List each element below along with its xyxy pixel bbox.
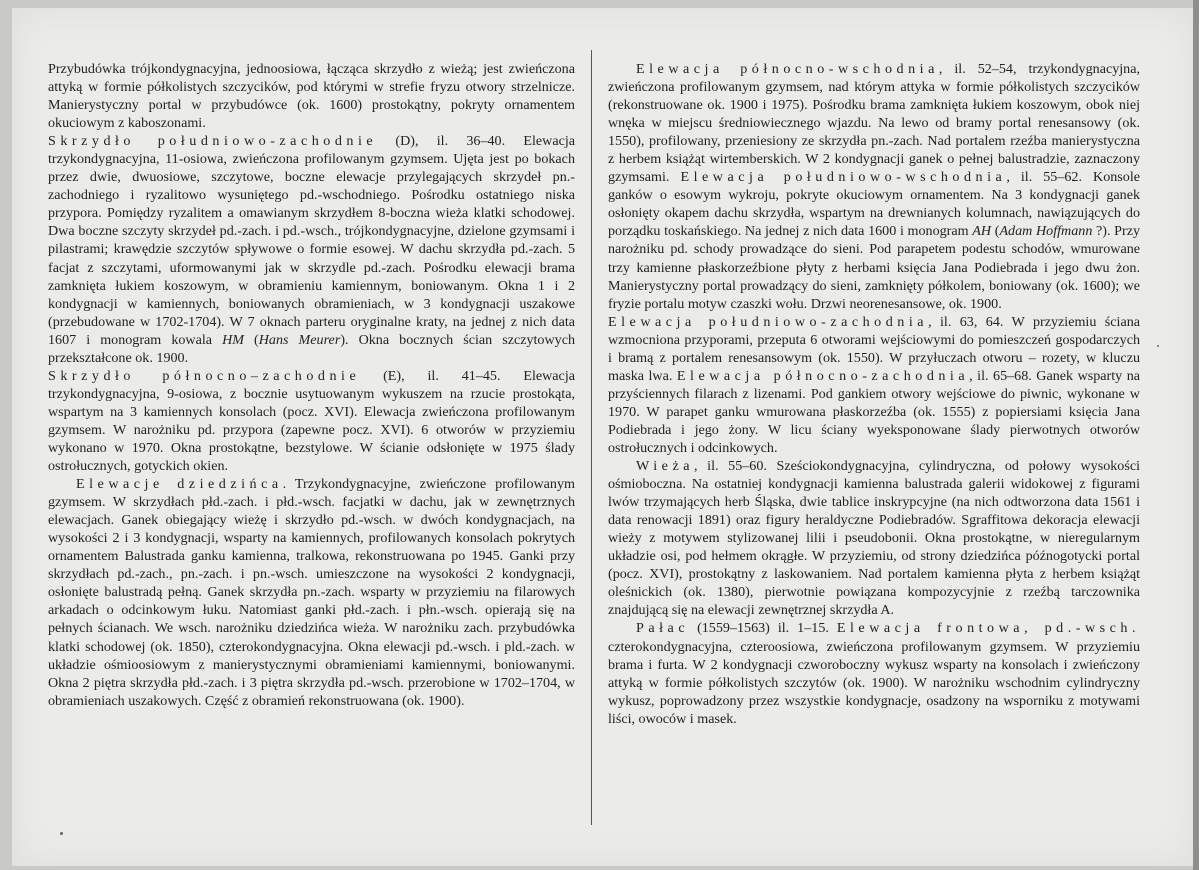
paragraph	[608, 619, 1140, 727]
paragraph	[608, 457, 1140, 619]
section-heading: Elewacja południowo-wschodnia	[680, 169, 1007, 186]
person-name: Hans Meurer	[258, 331, 341, 348]
person-name: Adam Hoffmann	[999, 223, 1093, 240]
paragraph-text: , il. 63, 64. W przyziemiu ściana wzmocniona przyporami, przeputa 6 otworami wejściowymi do pomieszczeń gospodarczych i bramą z portalem renesansowym (ok. 1550). W przyłuczach otworu – rozety, w kluczu maska lwa.	[608, 313, 1141, 384]
paragraph-text: ). Okna bocznych ścian szczytowych przekształcone ok. 1900.	[48, 331, 576, 366]
paragraph-text: (D), il. 36–40. Elewacja trzykondygnacyjna, 11-osiowa, zwieńczona profilowanym gzymsem. Ujęta jest po bokach przez dwie, dwuosiowe, szczytowe, boczne elewacje przylegających skrzydeł pn.-zachodniego i ryzalitowo wysuniętego pd.-wschodniego. Pośrodku ostatniego niska przypora. Pomiędzy ryzalitem a omawianym skrzydłem 8-boczna wieża klatki schodowej. Dwa boczne szczyty skrzydeł pd.-zach. i pd.-wsch., trójkondygnacyjne, dzielone gzymsami i pilastrami; krawędzie szczytów spływowe o formie esowej. W dachu skrzydła pd.-zach. 5 facjat z szczytami, uformowanymi jak w skrzydle pd.-zach. Pośrodku elewacji brama zamknięta łukiem koszowym, w obramieniu kamiennym, boniowanym. Okna 1 i 2 kondygnacji w kamiennych, boniowanych obramieniach, w 3 kondygnacji uszakowe (przebudowane w 1702-1704). W 7 oknach parteru oryginalne kraty, na jednej z nich data 1607 i monogram kowala	[48, 133, 576, 348]
section-heading: Elewacja południowo-zachodnia	[608, 313, 929, 330]
section-heading: Wieża	[636, 458, 694, 475]
section-heading: Pałac	[636, 620, 690, 637]
paragraph-text: (1559–1563) il. 1–15.	[689, 620, 837, 637]
paragraph	[48, 132, 575, 367]
paragraph-text: (	[244, 331, 259, 348]
paragraph	[48, 367, 575, 475]
monogram: HM	[222, 331, 244, 348]
paragraph-text: czterokondygnacyjna, czteroosiowa, zwieńczona profilowanym gzymsem. W przyziemiu brama i furta. W 2 kondygnacji czworoboczny wykusz wsparty na konsolach i zwieńczony attyką w formie półkolistych szczytów (ok. 1900). W narożniku wschodnim cylindryczny wykusz, poprowadzony przez wszystkie kondygnacje, osadzony na wsporniku z motywami liści, owoców i masek.	[608, 638, 1140, 727]
section-heading: Elewacje dziedzińca	[76, 476, 283, 493]
paragraph-text: (E), il. 41–45. Elewacja trzykondygnacyjna, 9-osiowa, z bocznie usytuowanym wykuszem na rzucie prostokąta, wspartym na 3 kamiennych konsolach (pocz. XVI). Elewacja zwieńczona profilowanym gzymsem. W narożniku pd. przypora (zapewne pocz. XVI). 6 otworów w przyziemiu wykonano w 1970. Okna prostokątne, bezstylowe. W ścianie odsłonięte w 1975 ślady ostrołucznych, gotyckich okien.	[48, 367, 575, 475]
paragraph	[48, 475, 575, 710]
section-heading: Skrzydło północno–zachodnie	[48, 367, 361, 384]
paragraph-text: . Trzykondygnacyjne, zwieńczone profilowanym gzymsem. W skrzydłach płd.-zach. i płd.-wsch. facjatki w dachu, jak w zewnętrznych elewacjach. Ganek obiegający wieżę i skrzydło pd.-wsch. w dwóch kondygnacjach, na wysokości 2 i 3 kondygnacji, wsparty na kamiennych, profilowanych konsolach pokrytych ornamentem Balustrada ganku kamienna, tralkowa, rekonstruowana po 1945. Ganki przy skrzydłach pd.-zach., pn.-zach. i pn.-wsch. umieszczone na wysokości 2 kondygnacji, osłonięte balustradą pełną. Ganek skrzydła pn.-zach. wsparty w przyziemiu na filarowych arkadach o odcinkowym łuku. Natomiast ganki płd.-zach. i płn.-wsch. opierają się na pełnych ścianach. We wsch. narożniku dziedzińca wieża. W narożniku zach. przybudówka klatki schodowej (ok. 1850), czterokondygnacyjna. Okna elewacji pd.-wsch. i pld.-zach. w układzie ośmioosiowym z manierystycznymi obramieniami kamiennymi, boniowanymi. Okna 2 piętra skrzydła płd.-zach. i 3 piętra skrzydła pd.-wsch. przerobione w 1702–1704, w obramieniach uszakowych. Część z obramień rekonstruowana (ok. 1900).	[48, 476, 575, 709]
paragraph-text: , il. 52–54, trzykondygnacyjna, zwieńczona profilowanym gzymsem, nad którym attyka w formie półkolistych szczycików (rekonstruowane ok. 1900 i 1975). Pośrodku brama zamknięta łukiem koszowym, obok niej wnęka w miejscu średniowiecznego wjazdu. Na lewo od bramy portal renesansowy (ok. 1550), profilowany, przeniesiony ze skrzydła pn.-zach. Nad portalem rzeźba manierystyczna z herbem książąt wirtemberskich. W 2 kondygnacji ganek o pełnej balustradzie, zaznaczony gzymsami.	[608, 61, 1140, 186]
paragraph	[608, 60, 1140, 313]
section-heading: Skrzydło południowo-zachodnie	[48, 133, 378, 150]
paragraph	[608, 313, 1140, 457]
paragraph-text: , il. 65–68. Ganek wsparty na przyściennych filarach z lizenami. Pod gankiem otwory wejściowe do piwnic, wykonane w 1970. W parapet ganku wmurowana płaskorzeźba (ok. 1555) z popiersiami księcia Jana Podiebrada i jego żony. W licu ściany wyeksponowane ślady pierwotnych otworów ostrołucznych i odcinkowych.	[608, 367, 1140, 456]
section-heading: Elewacja północno-wschodnia	[636, 61, 939, 77]
paragraph-text: , il. 55–60. Sześciokondygnacyjna, cylindryczna, od połowy wysokości ośmioboczna. Na ostatniej kondygnacji kamienna balustrada galerii widokowej z figurami lwów trzymających herb Śląska, dwie tablice inskrypcyjne (na nich odtworzona data 1561 i data renowacji 1891) oraz figury heraldyczne Podiebradów. Sgraffitowa dekoracja elewacji wieży z motywem stylizowanej lilii i pseudobonii. Okna prostokątne, w nieregularnym układzie osi, pod hełmem okrągłe. W przyziemiu, od strony dziedzińca późnogotycki portal (pocz. XVI), prostokątny z laskowaniem. Nad portalem kamienna płyta z herbem książąt oleśnickich (ok. 1380), pierwotnie powiązana kompozycyjnie z rzeźbą tarczownika znajdującą się na elewacji zewnętrznej skrzydła A.	[608, 458, 1140, 619]
right-column	[608, 60, 1140, 728]
column-divider	[591, 50, 592, 825]
scan-edge	[1193, 0, 1199, 870]
section-heading: Elewacja północno-zachodnia	[676, 367, 970, 384]
paragraph-text: , il. 55–62. Konsole ganków o esowym wykroju, pokryte okuciowym ornamentem. Na 3 kondygnacji ganek osłonięty okapem dachu skrzydła, wspartym na drewnianych kolumnach, nawiązujących do porządku toskańskiego. Na jednej z nich data 1600 i monogram	[608, 169, 1140, 240]
paragraph	[48, 60, 575, 132]
paragraph-text: (	[991, 223, 1000, 240]
section-heading: Elewacja frontowa, pd.-wsch.	[836, 620, 1140, 637]
scan-speck	[1157, 345, 1159, 347]
scan-speck	[60, 832, 63, 835]
monogram: AH	[972, 223, 992, 240]
left-column	[48, 60, 575, 710]
paragraph-text: ?). Przy narożniku pd. schody prowadzące do sieni. Pod parapetem podestu schodów, wmurowane trzy kamienne płaskorzeźbione płyty z herbami księcia Jana Podiebrada i jego dwu żon. Manierystyczny portal prowadzący do sieni, zamknięty półkolem, boniowany (ok. 1600); we fryzie portalu motyw czaszki wołu. Drzwi neorenesansowe, ok. 1900.	[608, 223, 1141, 312]
paragraph-text: Przybudówka trójkondygnacyjna, jednoosiowa, łącząca skrzydło z wieżą; jest zwieńczona attyką w formie półkolistych szczycików, pod którymi w strefie fryzu otwory strzelnicze. Manierystyczny portal w przybudówce (ok. 1600) prostokątny, pokryty ornamentem okuciowym z kaboszonami.	[48, 61, 575, 132]
